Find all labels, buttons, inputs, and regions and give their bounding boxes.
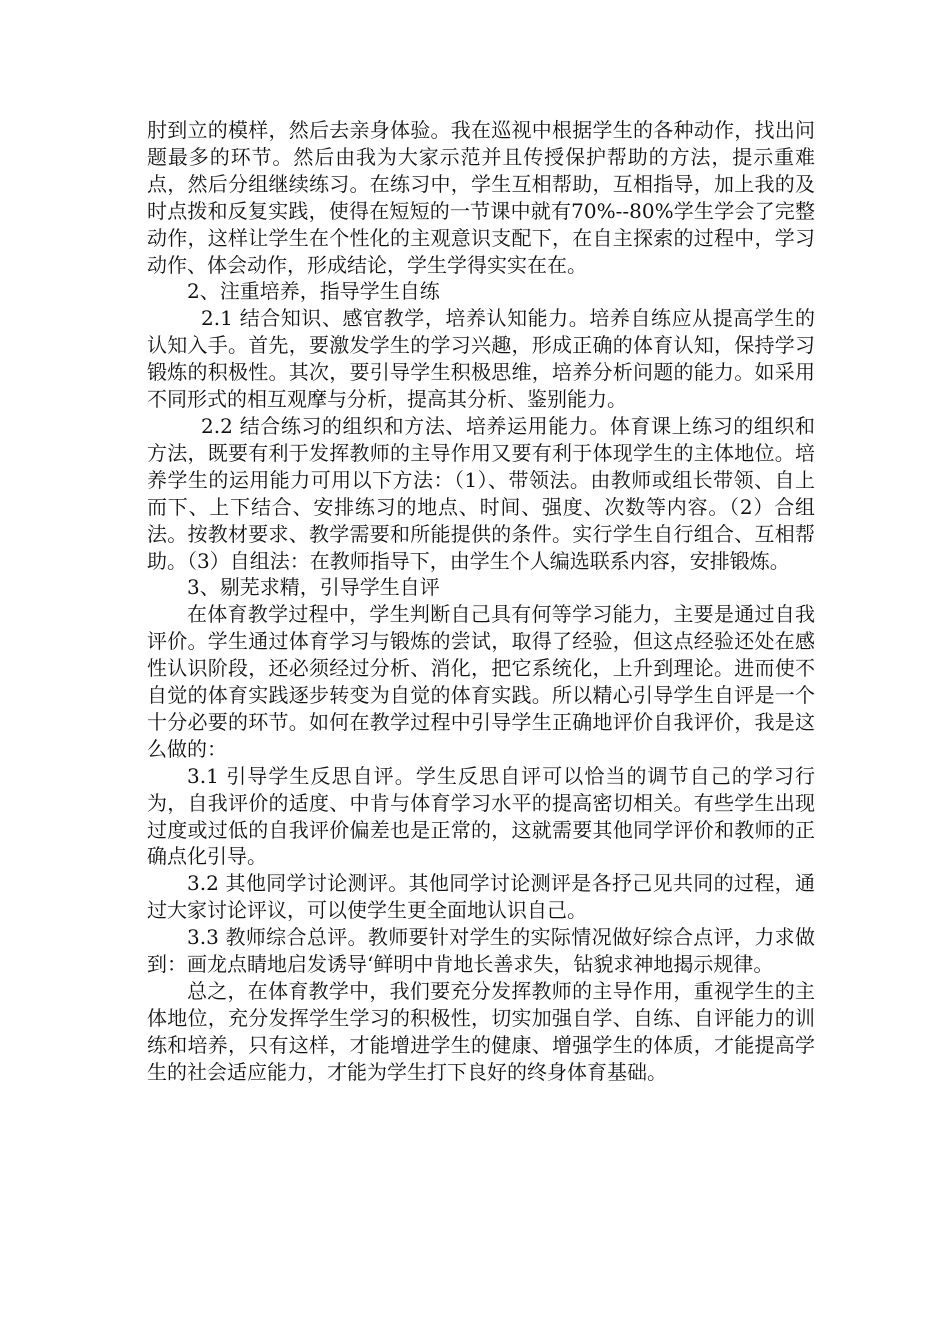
paragraph-continuation: 肘到立的模样，然后去亲身体验。我在巡视中根据学生的各种动作，找出问题最多的环节。然后由我为大家示范并且传授保护帮助的方法，提示重难点，然后分组继续练习。在练习中，学生互相帮助，互相指导，加上我的及时点拨和反复实践，使得在短短的一节课中就有70%--80%学生学会了完整动作，这样让学生在个性化的主观意识支配下，在自主探索的过程中，学习动作、体会动作，形成结论，学生学得实实在在。 [147,118,815,277]
document-body [147,117,815,1086]
section-heading-3: 3、剔芜求精，引导学生自评 [187,575,440,600]
subsection-2-2: 2.2 结合练习的组织和方法、培养运用能力。体育课上练习的组织和方法，既要有利于发挥教师的主导作用又要有利于体现学生的主体地位。培养学生的运用能力可用以下方法：（1）、带领法。由教师或组长带领、自上而下、上下结合、安排练习的地点、时间、强度、次数等内容。（2）合组法。按教材要求、教学需要和所能提供的条件。实行学生自行组合、互相帮助。（3）自组法：在教师指导下，由学生个人编选联系内容，安排锻炼。 [147,413,815,573]
paragraph-self-evaluation: 在体育教学过程中，学生判断自己具有何等学习能力，主要是通过自我评价。学生通过体育学习与锻炼的尝试，取得了经验，但这点经验还处在感性认识阶段，还必须经过分析、消化，把它系统化，上升到理论。进而使不自觉的体育实践逐步转变为自觉的体育实践。所以精心引导学生自评是一个十分必要的环节。如何在教学过程中引导学生正确地评价自我评价，我是这么做的： [147,602,815,761]
subsection-3-3: 3.3 教师综合总评。教师要针对学生的实际情况做好综合点评，力求做到：画龙点睛地启发诱导‘鲜明中肯地长善求失，钻貌求神地揭示规律。 [147,925,815,977]
subsection-3-1: 3.1 引导学生反思自评。学生反思自评可以恰当的调节自己的学习行为，自我评价的适度、中肯与体育学习水平的提高密切相关。有些学生出现过度或过低的自我评价偏差也是正常的，这就需要其他同学评价和教师的正确点化引导。 [147,763,815,869]
section-heading-2: 2、注重培养，指导学生自练 [187,279,440,304]
paragraph-conclusion: 总之，在体育教学中，我们要充分发挥教师的主导作用，重视学生的主体地位，充分发挥学生学习的积极性，切实加强自学、自练、自评能力的训练和培养，只有这样，才能增进学生的健康、增强学生的体质，才能提高学生的社会适应能力，才能为学生打下良好的终身体育基础。 [147,979,815,1084]
subsection-3-2: 3.2 其他同学讨论测评。其他同学讨论测评是各抒己见共同的过程，通过大家讨论评议，可以使学生更全面地认识自己。 [147,871,815,923]
subsection-2-1: 2.1 结合知识、感官教学，培养认知能力。培养自练应从提高学生的认知入手。首先，要激发学生的学习兴趣，形成正确的体育认知，保持学习锻炼的积极性。其次，要引导学生积极思维，培养分析问题的能力。如采用不同形式的相互观摩与分析，提高其分析、鉴别能力。 [147,306,815,412]
